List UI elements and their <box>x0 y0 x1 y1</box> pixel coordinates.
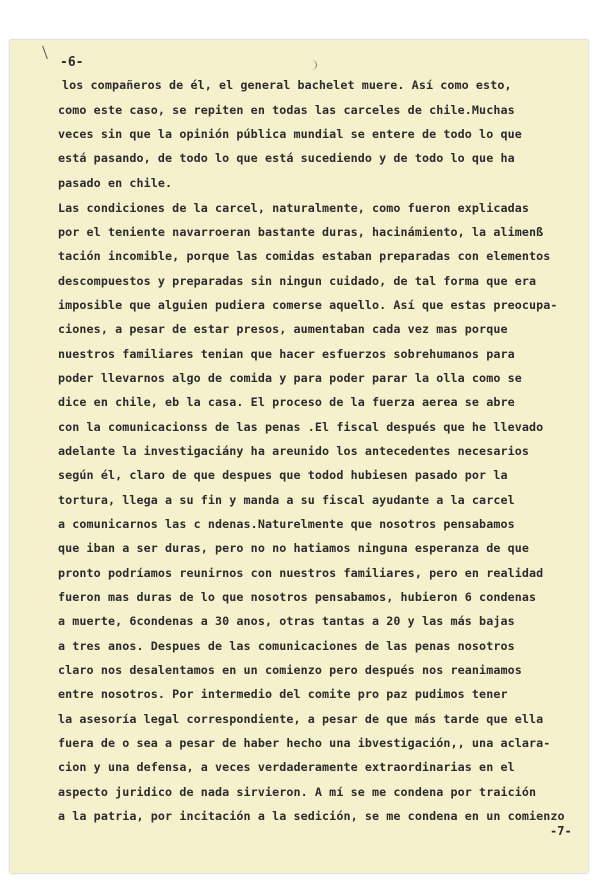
text-line: fueron mas duras de lo que nosotros pensabamos, hubieron 6 condenas <box>58 590 537 604</box>
text-line: los compañeros de él, el general bachelet muere. Así como esto, <box>62 78 512 92</box>
text-line: nuestros familiares tenian que hacer esfuerzos sobrehumanos para <box>58 347 515 361</box>
text-line: pasado en chile. <box>58 176 173 190</box>
page-number-bottom: -7- <box>550 824 572 838</box>
text-line: dice en chile, eb la casa. El proceso de la fuerza aerea se abre <box>58 395 515 409</box>
text-line: aspecto juridico de nada sirvieron. A mí se me condena por traición <box>58 785 537 799</box>
text-line: según él, claro de que despues que todod hubiesen pasado por la <box>58 468 508 482</box>
text-line: descompuestos y preparadas sin ningun cuidado, de tal forma que era <box>58 274 537 288</box>
text-line: poder llevarnos algo de comida y para poder parar la olla como se <box>58 371 522 385</box>
text-line: a la patria, por incitación a la sedición, se me condena en un comienzo <box>58 809 565 823</box>
text-line: adelante la investigaciány ha areunido los antecedentes necesarios <box>58 444 530 458</box>
text-line: a muerte, 6condenas a 30 anos, otras tantas a 20 y las más bajas <box>58 614 515 628</box>
text-line: ciones, a pesar de estar presos, aumentaban cada vez mas porque <box>58 322 508 336</box>
text-line: como este caso, se repiten en todas las carceles de chile.Muchas <box>58 103 515 117</box>
text-line: tación incomible, porque las comidas estaban preparadas con elementos <box>58 249 551 263</box>
text-line: claro nos desalentamos en un comienzo pero después nos reanimamos <box>58 663 522 677</box>
text-line: que iban a ser duras, pero no no hatiamos ninguna esperanza de que <box>58 541 530 555</box>
text-line: está pasando, de todo lo que está sucediendo y de todo lo que ha <box>58 151 515 165</box>
page-number-top: -6- <box>60 55 84 70</box>
text-line: veces sin que la opinión pública mundial se entere de todo lo que <box>58 127 522 141</box>
text-line: pronto podríamos reunirnos con nuestros familiares, pero en realidad <box>58 566 544 580</box>
text-line: cion y una defensa, a veces verdaderamente extraordinarias en el <box>58 760 515 774</box>
text-line: imposible que alguien pudiera comerse aquello. Así que estas preocupa- <box>58 298 558 312</box>
text-line: entre nosotros. Por intermedio del comite pro paz pudimos tener <box>58 687 508 701</box>
text-line: a tres anos. Despues de las comunicaciones de las penas nosotros <box>58 639 515 653</box>
text-line: con la comunicacionss de las penas .El fiscal después que he llevado <box>58 420 544 434</box>
text-line: la asesoría legal correspondiente, a pesar de que más tarde que ella <box>58 712 544 726</box>
text-line: Las condiciones de la carcel, naturalmente, como fueron explicadas <box>58 201 530 215</box>
text-line: fuera de o sea a pesar de haber hecho una ibvestigación,, una aclara- <box>58 736 551 750</box>
text-line: por el teniente navarroeran bastante duras, hacinámiento, la alimenß <box>58 225 544 239</box>
text-line: a comunicarnos las c ndenas.Naturelmente que nosotros pensabamos <box>58 517 515 531</box>
text-line: tortura, llega a su fin y manda a su fiscal ayudante a la carcel <box>58 493 515 507</box>
